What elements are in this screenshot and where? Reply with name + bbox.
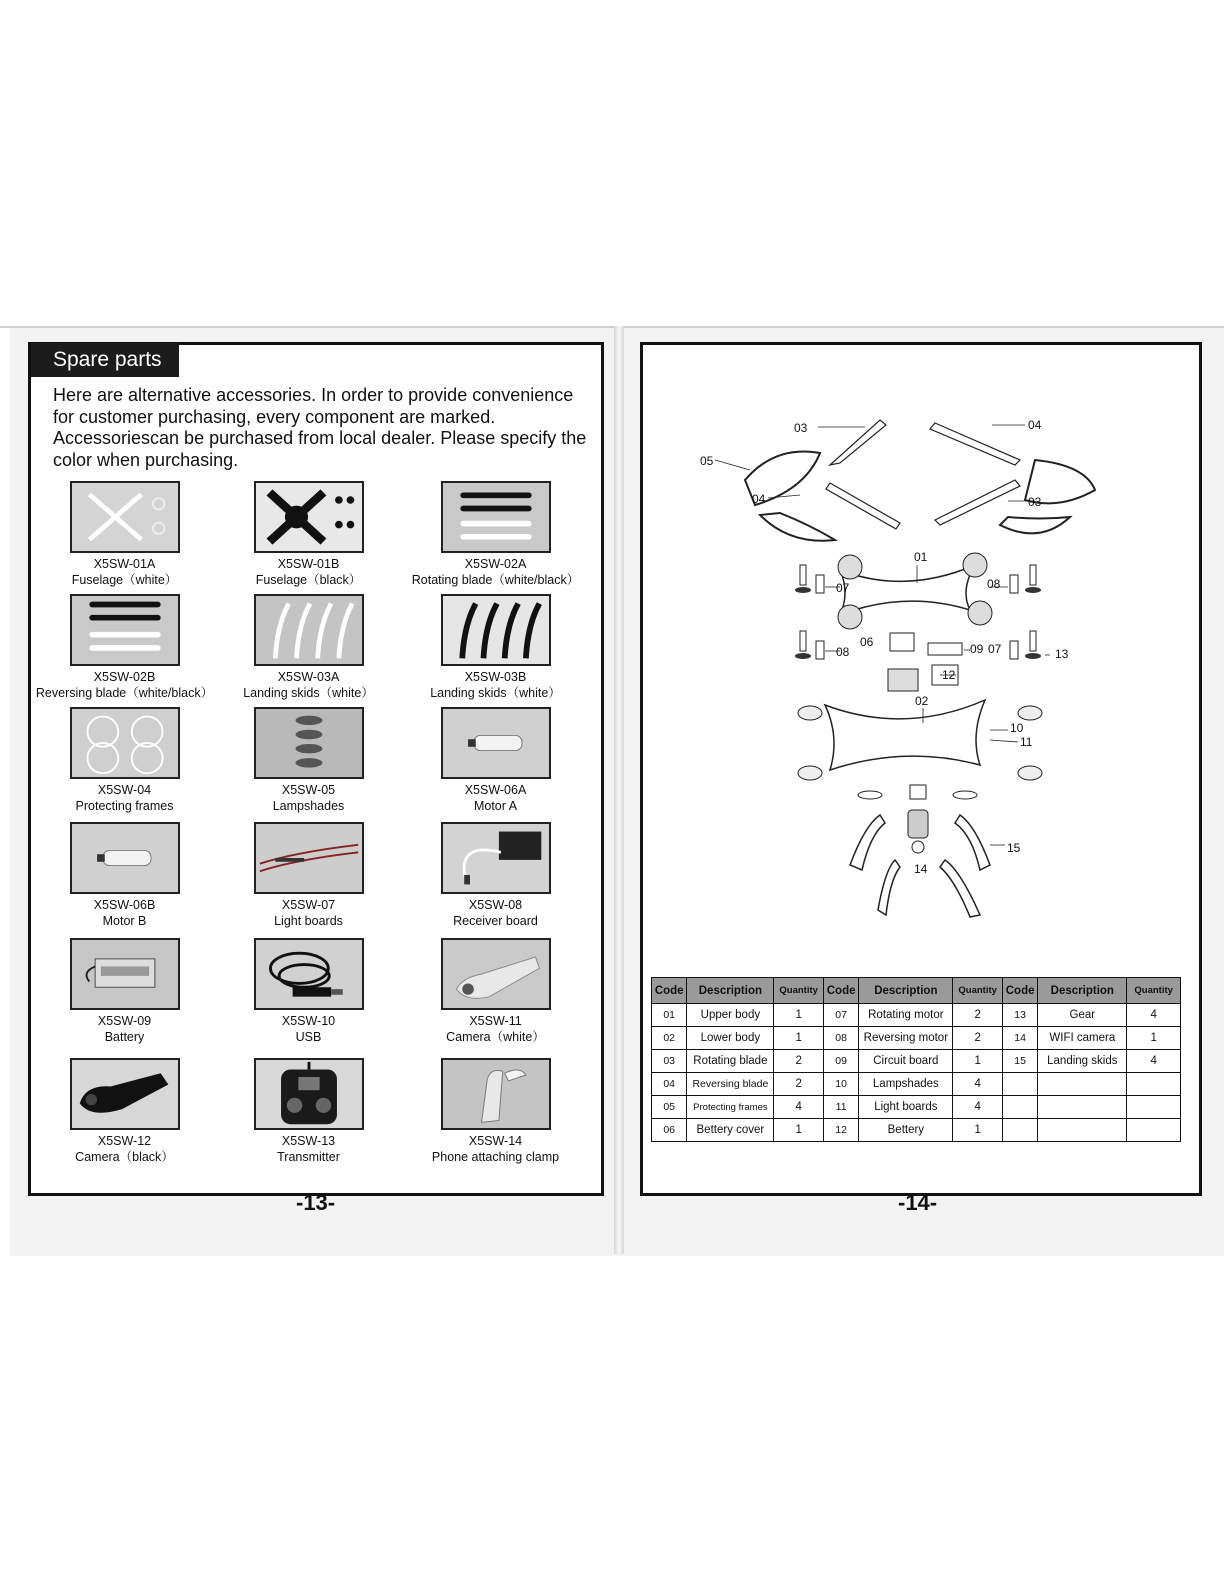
spare-part-item (216, 1058, 401, 1165)
cell-code: 12 (823, 1119, 858, 1142)
part-code: X5SW-12 (97, 1134, 152, 1148)
intro-paragraph: Here are alternative accessories. In order to provide convenience for customer purchasing, every component are marked. Accessoriescan be purchased from local dealer. Please specify the color when purchasing. (53, 385, 587, 470)
cell-description: Bettery cover (687, 1119, 774, 1142)
spare-part-item (403, 481, 588, 588)
table-row (652, 1050, 1181, 1073)
cell-code: 15 (1002, 1050, 1037, 1073)
part-code: X5SW-05 (281, 783, 336, 797)
cell-code: 02 (652, 1027, 687, 1050)
black-landing-skids-icon (441, 594, 551, 666)
header-description: Description (687, 978, 774, 1004)
part-code: X5SW-01A (93, 557, 156, 571)
book-spine (614, 326, 624, 1254)
part-code: X5SW-10 (281, 1014, 336, 1028)
spare-part-item (216, 481, 401, 588)
receiver-board-icon (441, 822, 551, 894)
part-name: Reversing blade（white/black） (35, 685, 214, 700)
cell-description (1038, 1073, 1127, 1096)
header-quantity: Quantity (953, 978, 1003, 1004)
lower-body-02 (825, 700, 985, 770)
callout-15: 15 (1007, 841, 1021, 855)
white-landing-skids-icon (254, 594, 364, 666)
header-code: Code (823, 978, 858, 1004)
usb-cable-icon (254, 938, 364, 1010)
cell-description: Bettery (859, 1119, 953, 1142)
callout-10: 10 (1010, 721, 1024, 735)
part-name: Transmitter (277, 1149, 340, 1164)
cell-code (1002, 1096, 1037, 1119)
spare-part-item (403, 594, 588, 701)
callout-04b: 04 (752, 492, 766, 506)
cell-code: 11 (823, 1096, 858, 1119)
part-code: X5SW-06A (464, 783, 527, 797)
callout-12: 12 (942, 668, 956, 682)
callout-11: 11 (1020, 735, 1033, 749)
spare-part-item (32, 822, 217, 929)
cell-code: 10 (823, 1073, 858, 1096)
header-code: Code (652, 978, 687, 1004)
callout-07b: 07 (988, 642, 1002, 656)
callout-04: 04 (1028, 418, 1042, 432)
black-fuselage-icon (254, 481, 364, 553)
cell-code: 14 (1002, 1027, 1037, 1050)
table-body (652, 1004, 1181, 1142)
callout-03b: 03 (1028, 495, 1042, 509)
cell-quantity: 1 (953, 1119, 1003, 1142)
cell-description: Landing skids (1038, 1050, 1127, 1073)
part-code: X5SW-03B (464, 670, 527, 684)
part-code: X5SW-07 (281, 898, 336, 912)
part-name: Battery (104, 1029, 145, 1044)
cell-quantity: 2 (774, 1073, 824, 1096)
callout-02: 02 (915, 694, 929, 708)
spare-part-item (403, 938, 588, 1045)
battery-icon (70, 938, 180, 1010)
page-number-right: -14- (898, 1190, 938, 1215)
part-code: X5SW-11 (469, 1014, 522, 1028)
cell-code: 05 (652, 1096, 687, 1119)
frame-lower-right (1000, 517, 1070, 533)
callout-14: 14 (914, 862, 928, 876)
header-code: Code (1002, 978, 1037, 1004)
spare-part-item (216, 594, 401, 701)
cell-code: 07 (823, 1004, 858, 1027)
parts-table (651, 977, 1181, 1142)
part-name: Fuselage（black） (255, 572, 362, 587)
callout-13: 13 (1055, 647, 1069, 661)
cell-description: Gear (1038, 1004, 1127, 1027)
cell-code: 13 (1002, 1004, 1037, 1027)
exploded-view-diagram (690, 405, 1110, 945)
scan-edge (0, 326, 1224, 328)
cell-quantity: 1 (953, 1050, 1003, 1073)
cell-code: 08 (823, 1027, 858, 1050)
spare-part-item (32, 1058, 217, 1165)
cell-quantity (1127, 1073, 1181, 1096)
spare-part-item (32, 594, 217, 701)
blade-04-top (930, 423, 1020, 465)
battery-box (888, 669, 918, 691)
part-name: Rotating blade（white/black） (411, 572, 580, 587)
section-title: Spare parts (31, 343, 179, 377)
page-number-left: -13- (296, 1190, 336, 1215)
callout-08b: 08 (836, 645, 850, 659)
cell-code (1002, 1073, 1037, 1096)
cell-description: Rotating blade (687, 1050, 774, 1073)
cell-quantity (1127, 1119, 1181, 1142)
cell-quantity: 2 (774, 1050, 824, 1073)
part-name: Motor B (102, 913, 147, 928)
cell-code: 04 (652, 1073, 687, 1096)
lampshades-icon (254, 707, 364, 779)
transmitter-icon (254, 1058, 364, 1130)
callout-06: 06 (860, 635, 874, 649)
cell-quantity: 4 (1127, 1004, 1181, 1027)
battery-cover-06 (890, 633, 914, 651)
spare-part-item (403, 707, 588, 814)
cell-quantity (1127, 1096, 1181, 1119)
part-code: X5SW-14 (468, 1134, 523, 1148)
part-code: X5SW-09 (97, 1014, 152, 1028)
reversing-blades-icon (70, 594, 180, 666)
table-row (652, 1027, 1181, 1050)
motor-icon (70, 822, 180, 894)
part-name: Camera（white） (446, 1029, 545, 1044)
motor-icon (441, 707, 551, 779)
part-code: X5SW-02B (93, 670, 156, 684)
protecting-frames-icon (70, 707, 180, 779)
cell-quantity: 4 (953, 1073, 1003, 1096)
cell-description: Lampshades (859, 1073, 953, 1096)
header-quantity: Quantity (1127, 978, 1181, 1004)
part-name: Light boards (274, 913, 343, 928)
cell-quantity: 2 (953, 1004, 1003, 1027)
table-header-row (652, 978, 1181, 1004)
spare-part-item (403, 1058, 588, 1165)
header-description: Description (859, 978, 953, 1004)
cell-quantity: 1 (1127, 1027, 1181, 1050)
spare-part-item (216, 707, 401, 814)
callout-07: 07 (836, 581, 850, 595)
cell-quantity: 4 (953, 1096, 1003, 1119)
part-name: Motor A (473, 798, 518, 813)
cell-quantity: 4 (774, 1096, 824, 1119)
table-row (652, 1004, 1181, 1027)
cell-code: 01 (652, 1004, 687, 1027)
cell-description: Lower body (687, 1027, 774, 1050)
table-row (652, 1119, 1181, 1142)
part-code: X5SW-03A (277, 670, 340, 684)
callout-03: 03 (794, 421, 808, 435)
callout-05: 05 (700, 454, 714, 468)
part-code: X5SW-01B (277, 557, 340, 571)
cell-description: Light boards (859, 1096, 953, 1119)
callout-08: 08 (987, 577, 1001, 591)
cell-description: Reversing blade (687, 1073, 774, 1096)
spare-part-item (32, 481, 217, 588)
light-boards-icon (254, 822, 364, 894)
cell-quantity: 2 (953, 1027, 1003, 1050)
cell-code: 06 (652, 1119, 687, 1142)
part-name: Lampshades (272, 798, 345, 813)
part-name: USB (295, 1029, 322, 1044)
blade-04-bottom (826, 483, 900, 529)
part-code: X5SW-13 (281, 1134, 336, 1148)
cell-description: Reversing motor (859, 1027, 953, 1050)
spare-part-item (216, 938, 401, 1045)
cell-quantity: 4 (1127, 1050, 1181, 1073)
cell-code: 03 (652, 1050, 687, 1073)
part-code: X5SW-06B (93, 898, 156, 912)
part-name: Phone attaching clamp (431, 1149, 560, 1164)
header-description: Description (1038, 978, 1127, 1004)
spare-part-item (403, 822, 588, 929)
cell-description: Circuit board (859, 1050, 953, 1073)
part-name: Receiver board (453, 913, 538, 928)
cell-description: Protecting frames (687, 1096, 774, 1119)
cell-quantity: 1 (774, 1027, 824, 1050)
part-name: Fuselage（white） (71, 572, 178, 587)
cell-description: WIFI camera (1038, 1027, 1127, 1050)
cell-code: 09 (823, 1050, 858, 1073)
part-name: Protecting frames (75, 798, 174, 813)
callout-01: 01 (914, 550, 928, 564)
part-code: X5SW-02A (464, 557, 527, 571)
cell-quantity: 1 (774, 1119, 824, 1142)
black-camera-icon (70, 1058, 180, 1130)
rotating-blades-icon (441, 481, 551, 553)
table-row (652, 1073, 1181, 1096)
table-row (652, 1096, 1181, 1119)
cell-description (1038, 1096, 1127, 1119)
cell-code (1002, 1119, 1037, 1142)
spare-part-item (32, 938, 217, 1045)
circuit-board-09 (928, 643, 962, 655)
header-quantity: Quantity (774, 978, 824, 1004)
part-name: Landing skids（white） (430, 685, 561, 700)
white-fuselage-icon (70, 481, 180, 553)
phone-clamp-icon (441, 1058, 551, 1130)
part-code: X5SW-04 (97, 783, 152, 797)
cell-description (1038, 1119, 1127, 1142)
frame-lower-left (760, 513, 835, 541)
wifi-camera-14 (908, 810, 928, 838)
part-code: X5SW-08 (468, 898, 523, 912)
spare-part-item (216, 822, 401, 929)
callout-09: 09 (970, 642, 984, 656)
cell-description: Rotating motor (859, 1004, 953, 1027)
white-camera-icon (441, 938, 551, 1010)
part-name: Landing skids（white） (243, 685, 374, 700)
spare-part-item (32, 707, 217, 814)
part-name: Camera（black） (75, 1149, 174, 1164)
cell-description: Upper body (687, 1004, 774, 1027)
cell-quantity: 1 (774, 1004, 824, 1027)
